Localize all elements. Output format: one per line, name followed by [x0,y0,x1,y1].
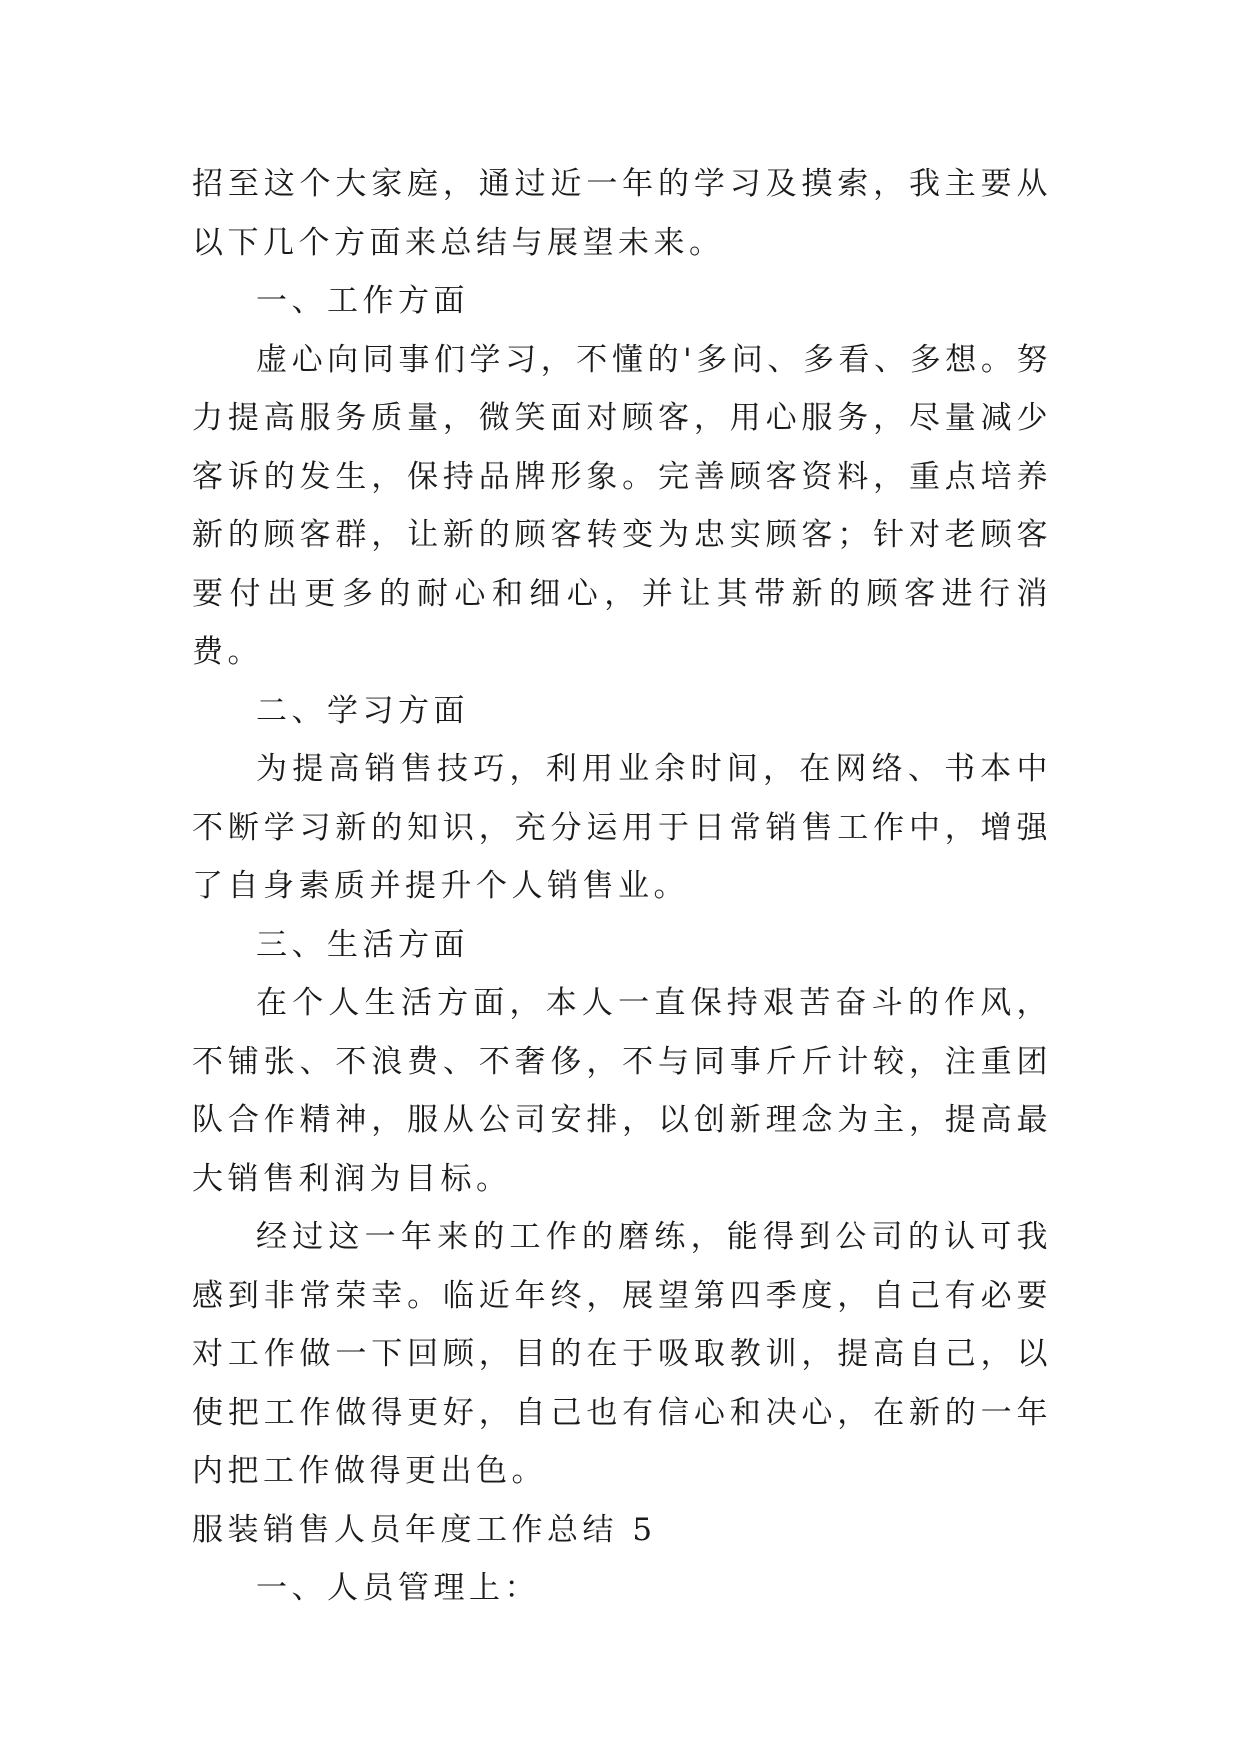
section-heading-study: 二、学习方面 [256,692,469,729]
paragraph-intro-continuation: 招至这个大家庭，通过近一年的学习及摸索，我主要从以下几个方面来总结与展望未来。 [192,166,1052,261]
paragraph-conclusion: 经过这一年来的工作的磨练，能得到公司的认可我感到非常荣幸。临近年终，展望第四季度，自己有必要对工作做一下回顾，目的在于吸取教训，提高自己，以使把工作做得更好，自己也有信心和决心，在新的一年内把工作做得更出色。 [192,1219,1052,1489]
paragraph-work: 虚心向同事们学习，不懂的'多问、多看、多想。努力提高服务质量，微笑面对顾客，用心服务，尽量减少客诉的发生，保持品牌形象。完善顾客资料，重点培养新的顾客群，让新的顾客转变为忠实顾客；针对老顾客要付出更多的耐心和细心，并让其带新的顾客进行消费。 [192,341,1052,670]
section-heading-life: 三、生活方面 [256,926,469,963]
section-heading-work: 一、工作方面 [256,283,469,319]
paragraph-life: 在个人生活方面，本人一直保持艰苦奋斗的作风，不铺张、不浪费、不奢侈，不与同事斤斤计较，注重团队合作精神，服从公司安排，以创新理念为主，提高最大销售利润为目标。 [192,985,1052,1197]
section-heading-staff-management: 一、人员管理上： [256,1570,540,1606]
document-section-title: 服装销售人员年度工作总结 5 [192,1511,657,1548]
document-body [192,155,1052,1618]
paragraph-study: 为提高销售技巧，利用业余时间，在网络、书本中不断学习新的知识，充分运用于日常销售工作中，增强了自身素质并提升个人销售业。 [192,751,1052,904]
